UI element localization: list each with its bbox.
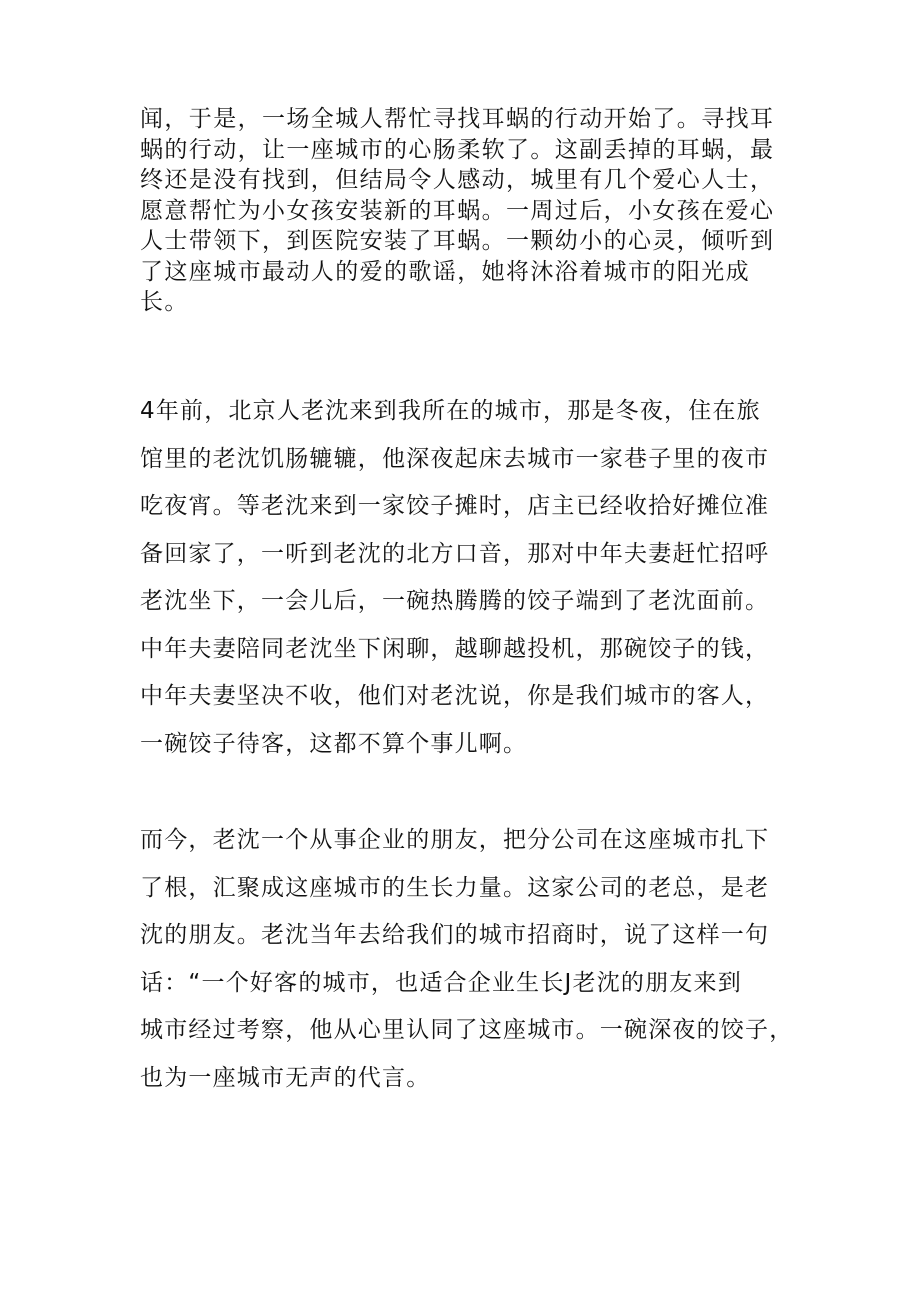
- text-line: 中年夫妻陪同老沈坐下闲聊，越聊越投机，那碗饺子的钱，: [140, 635, 770, 662]
- text-line: 馆里的老沈饥肠辘辘，他深夜起床去城市一家巷子里的夜市: [140, 445, 770, 472]
- paragraph-1: [140, 104, 800, 318]
- text-line: 而今，老沈一个从事企业的朋友，把分公司在这座城市扎下: [140, 827, 770, 853]
- text-line: 沈的朋友。老沈当年去给我们的城市招商时，说了这样一句: [140, 922, 770, 948]
- text-line: 也为一座城市无声的代言。: [140, 1064, 431, 1091]
- text-line: 话：“一个好客的城市，也适合企业生长J老沈的朋友来到: [140, 969, 742, 996]
- text-line: 备回家了，一听到老沈的北方口音，那对中年夫妻赶忙招呼: [140, 540, 770, 567]
- paragraph-3: [140, 817, 800, 1102]
- text-line: 了根，汇聚成这座城市的生长力量。这家公司的老总，是老: [140, 874, 770, 901]
- text-line: 长。: [140, 289, 189, 315]
- text-line: 终还是没有找到，但结局令人感动，城里有几个爱心人士，: [140, 167, 775, 193]
- text-line: 人士带领下，到医院安装了耳蜗。一颗幼小的心灵，倾听到: [140, 228, 775, 254]
- text-line: 了这座城市最动人的爱的歌谣，她将沐浴着城市的阳光成: [140, 258, 750, 285]
- paragraph-2: [140, 388, 800, 768]
- text-line: 愿意帮忙为小女孩安装新的耳蜗。一周过后，小女孩在爱心: [140, 197, 775, 224]
- text-line: 中年夫妻坚决不收，他们对老沈说，你是我们城市的客人，: [140, 683, 770, 709]
- text-line: 城市经过考察，他从心里认同了这座城市。一碗深夜的饺子，: [140, 1017, 794, 1043]
- text-line: 闻，于是，一场全城人帮忙寻找耳蜗的行动开始了。寻找耳: [140, 106, 775, 132]
- text-line: 老沈坐下，一会儿后，一碗热腾腾的饺子端到了老沈面前。: [140, 588, 770, 614]
- text-line: 4年前，北京人老沈来到我所在的城市，那是冬夜，住在旅: [140, 398, 761, 424]
- text-line: 蜗的行动，让一座城市的心肠柔软了。这副丢掉的耳蜗，最: [140, 136, 775, 163]
- text-line: 吃夜宵。等老沈来到一家饺子摊时，店主已经收拾好摊位准: [140, 493, 770, 519]
- text-line: 一碗饺子待客，这都不算个事儿啊。: [140, 730, 528, 757]
